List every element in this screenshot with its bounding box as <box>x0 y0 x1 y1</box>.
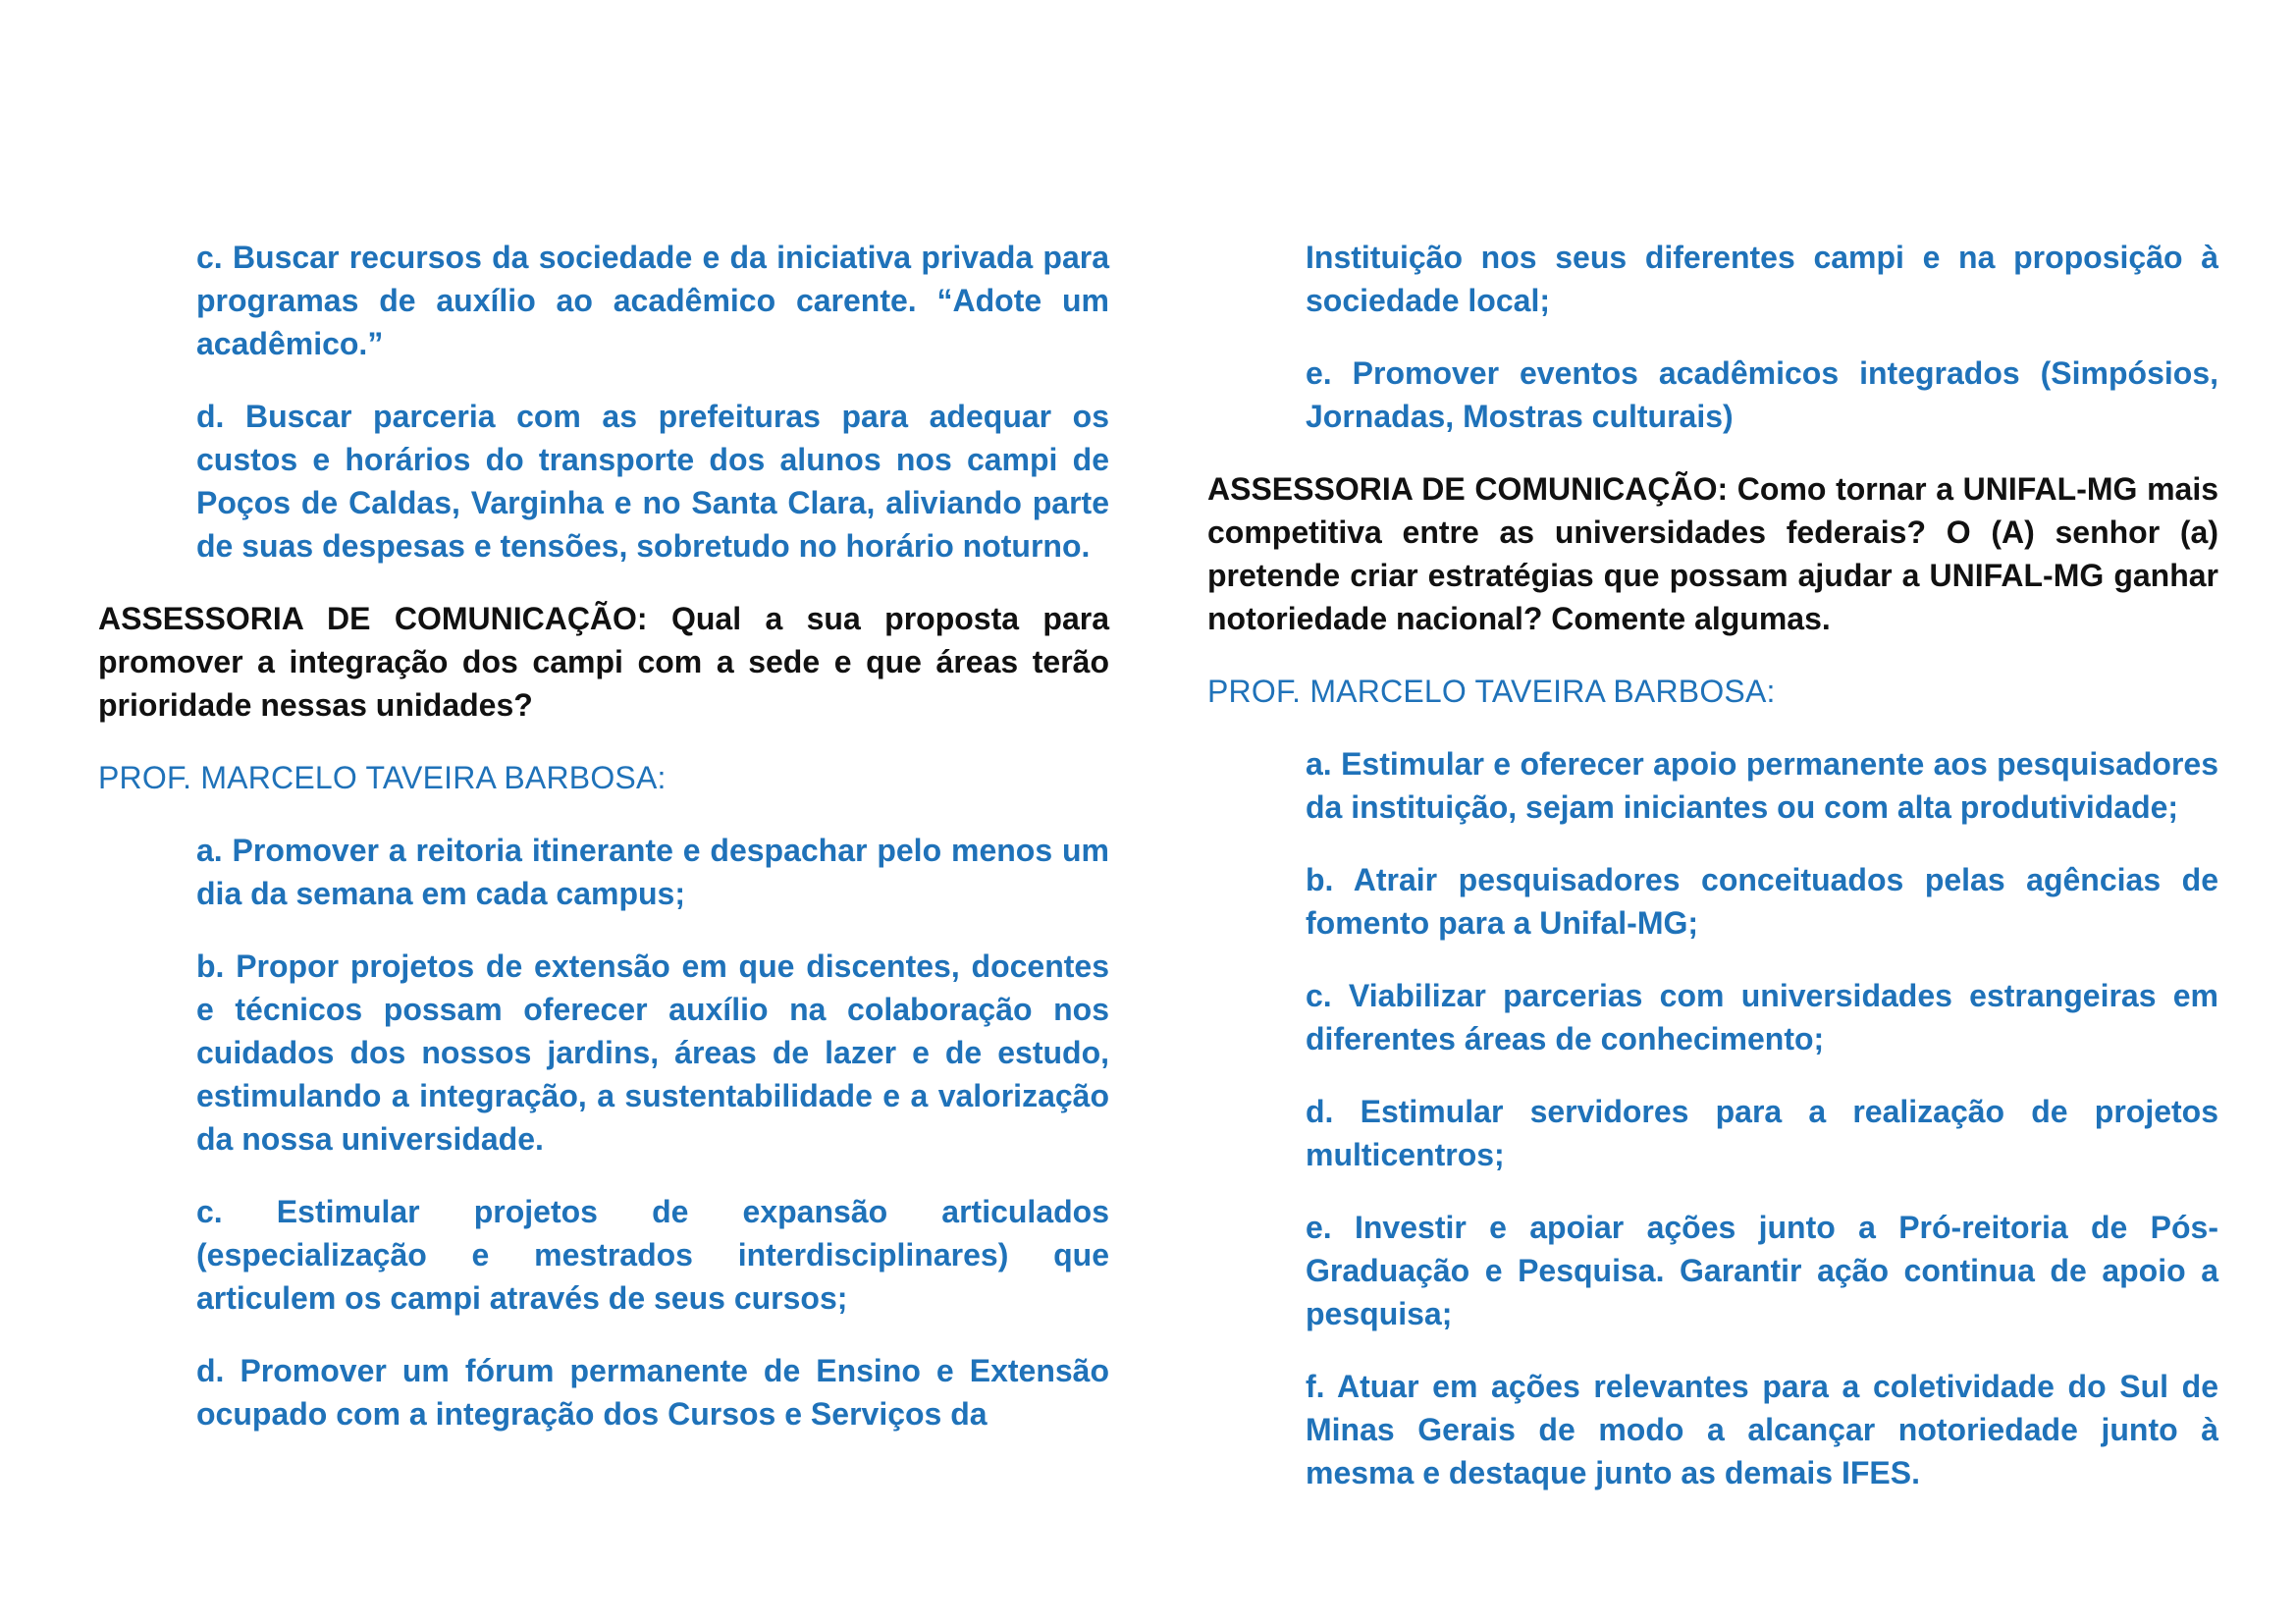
list-item: b. Atrair pesquisadores conceituados pelas agências de fomento para a Unifal-MG; <box>1306 862 2218 941</box>
list-item: a. Estimular e oferecer apoio permanente aos pesquisadores da instituição, sejam iniciantes ou com alta produtividade; <box>1306 746 2218 825</box>
interview-question: ASSESSORIA DE COMUNICAÇÃO: Qual a sua proposta para promover a integração dos campi com a sede e que áreas terão prioridade nessas unidades? <box>98 601 1109 723</box>
list-item: e. Promover eventos acadêmicos integrados (Simpósios, Jornadas, Mostras culturais) <box>1306 355 2218 434</box>
list-item: Instituição nos seus diferentes campi e na proposição à sociedade local; <box>1306 240 2218 318</box>
list-item: c. Buscar recursos da sociedade e da iniciativa privada para programas de auxílio ao acadêmico carente. “Adote um acadêmico.” <box>196 240 1109 361</box>
list-item: f. Atuar em ações relevantes para a coletividade do Sul de Minas Gerais de modo a alcançar notoriedade junto à mesma e destaque junto as demais IFES. <box>1306 1369 2218 1490</box>
list-item: c. Estimular projetos de expansão articulados (especialização e mestrados interdisciplinares) que articulem os campi através de seus cursos; <box>196 1194 1109 1316</box>
list-item: d. Estimular servidores para a realização de projetos multicentros; <box>1306 1094 2218 1172</box>
right-column <box>1207 236 2218 1494</box>
list-item: a. Promover a reitoria itinerante e despachar pelo menos um dia da semana em cada campus; <box>196 833 1109 911</box>
list-item: d. Promover um fórum permanente de Ensino e Extensão ocupado com a integração dos Cursos e Serviços da <box>196 1353 1109 1432</box>
list-item: b. Propor projetos de extensão em que discentes, docentes e técnicos possam oferecer auxílio na colaboração nos cuidados dos nossos jardins, áreas de lazer e de estudo, estimulando a integração, a sustentabilidade e a valorização da nossa universidade. <box>196 948 1109 1157</box>
left-column <box>98 236 1109 1435</box>
speaker-label: PROF. MARCELO TAVEIRA BARBOSA: <box>1207 674 1776 709</box>
speaker-label: PROF. MARCELO TAVEIRA BARBOSA: <box>98 760 667 795</box>
list-item: d. Buscar parceria com as prefeituras para adequar os custos e horários do transporte dos alunos nos campi de Poços de Caldas, Varginha e no Santa Clara, aliviando parte de suas despesas e tensões, sobretudo no horário noturno. <box>196 399 1109 564</box>
list-item: c. Viabilizar parcerias com universidades estrangeiras em diferentes áreas de conhecimento; <box>1306 978 2218 1056</box>
interview-question: ASSESSORIA DE COMUNICAÇÃO: Como tornar a UNIFAL-MG mais competitiva entre as universidades federais? O (A) senhor (a) pretende criar estratégias que possam ajudar a UNIFAL-MG ganhar notoriedade nacional? Comente algumas. <box>1207 471 2218 636</box>
list-item: e. Investir e apoiar ações junto a Pró-reitoria de Pós-Graduação e Pesquisa. Garantir ação continua de apoio a pesquisa; <box>1306 1210 2218 1331</box>
